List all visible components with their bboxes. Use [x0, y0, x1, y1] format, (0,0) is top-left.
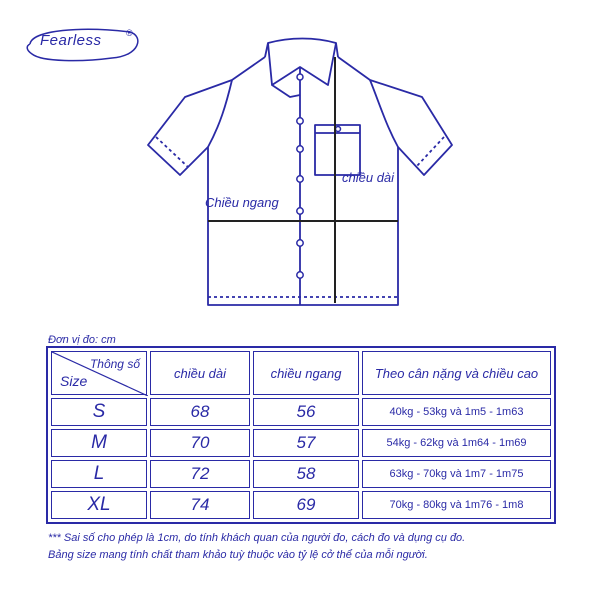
width-cell: 69: [253, 491, 359, 519]
reference-note: Bảng size mang tính chất tham khảo tuỳ thuộc vào tỷ lệ cở thể của mỗi người.: [48, 549, 428, 561]
header-corner: [51, 351, 147, 395]
header-width: chiều ngang: [253, 351, 359, 395]
length-cell: 74: [150, 491, 250, 519]
tolerance-note: *** Sai số cho phép là 1cm, do tính khách quan của người đo, cách đo và dụng cụ đo.: [48, 532, 466, 544]
fit-cell: 54kg - 62kg và 1m64 - 1m69: [362, 429, 551, 457]
length-cell: 68: [150, 398, 250, 426]
width-cell: 56: [253, 398, 359, 426]
fit-cell: 70kg - 80kg và 1m76 - 1m8: [362, 491, 551, 519]
unit-label: Đơn vị đo: cm: [48, 334, 116, 346]
size-table: [46, 346, 556, 524]
width-cell: 57: [253, 429, 359, 457]
length-cell: 70: [150, 429, 250, 457]
length-label: chiều dài: [342, 170, 395, 185]
header-fit: Theo cân nặng và chiều cao: [362, 351, 551, 395]
shirt-diagram: [140, 35, 460, 315]
header-spec-label: Thông số: [89, 357, 140, 371]
table-row: [51, 460, 551, 488]
length-cell: 72: [150, 460, 250, 488]
table-row: [51, 491, 551, 519]
width-label: Chiều ngang: [205, 195, 279, 210]
header-length: chiều dài: [150, 351, 250, 395]
size-cell: M: [51, 429, 147, 457]
fit-cell: 63kg - 70kg và 1m7 - 1m75: [362, 460, 551, 488]
brand-logo: [22, 22, 142, 66]
table-header-row: [51, 351, 551, 395]
size-cell: L: [51, 460, 147, 488]
brand-name: Fearless: [40, 32, 102, 49]
table-row: [51, 429, 551, 457]
fit-cell: 40kg - 53kg và 1m5 - 1m63: [362, 398, 551, 426]
table-row: [51, 398, 551, 426]
registered-mark: ®: [126, 28, 133, 38]
width-cell: 58: [253, 460, 359, 488]
header-size-label: Size: [60, 373, 88, 389]
size-cell: XL: [51, 491, 147, 519]
size-cell: S: [51, 398, 147, 426]
